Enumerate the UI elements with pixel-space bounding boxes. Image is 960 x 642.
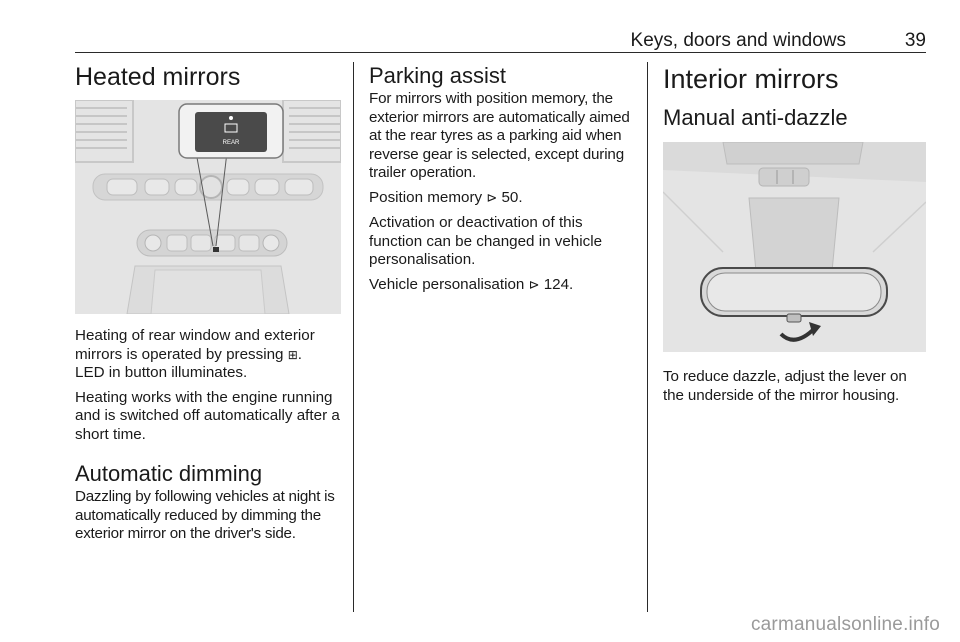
rear-button-label: REAR [222, 140, 240, 146]
column-divider-2 [647, 62, 648, 612]
anti-dazzle-paragraph: To reduce dazzle, adjust the lever on the underside of the mirror housing. [663, 368, 907, 404]
heated-mirrors-paragraph-2: LED in button illuminates. [75, 364, 248, 381]
dashboard-controls-drawing [75, 100, 341, 314]
cross-reference-icon: ⊳ [486, 190, 498, 206]
page-header [75, 28, 926, 53]
heated-mirrors-paragraph-1: Heating of rear window and exterior mirrors is operated by pressing ⊞. [75, 327, 315, 363]
watermark: carmanualsonline.info [750, 614, 940, 635]
column-divider-1 [353, 62, 354, 612]
column-heated-mirrors [75, 62, 341, 544]
column-parking-assist [369, 62, 635, 295]
rear-window-heater-icon: ⊞ [287, 347, 298, 362]
parking-assist-heading: Parking assist [369, 63, 506, 88]
interior-mirror-drawing [663, 142, 926, 352]
vehicle-personalisation-reference: Vehicle personalisation ⊳ 124. [369, 275, 574, 293]
manual-anti-dazzle-heading: Manual anti-dazzle [663, 105, 848, 130]
heated-mirrors-paragraph-3: Heating works with the engine running and is switched off automatically after a short time. [75, 388, 340, 443]
cross-reference-icon: ⊳ [528, 277, 540, 293]
automatic-dimming-paragraph: Dazzling by following vehicles at night is automatically reduced by dimming the exterior mirror on the driver's side. [75, 488, 335, 542]
dashboard-controls-illustration [75, 100, 341, 314]
vehicle-personalisation-link[interactable]: 124. [543, 275, 574, 293]
heated-mirrors-heading: Heated mirrors [75, 63, 241, 91]
parking-assist-paragraph-3: Activation or deactivation of this function can be changed in vehicle personalisation. [369, 214, 603, 268]
parking-assist-paragraph-1: For mirrors with position memory, the exterior mirrors are automatically aimed at the rear tyres as a parking aid when reverse gear is selected, except during trailer operation. [369, 90, 630, 181]
interior-mirror-illustration [663, 142, 926, 352]
position-memory-reference: Position memory ⊳ 50. [369, 188, 523, 206]
position-memory-link[interactable]: 50. [501, 188, 523, 206]
header-title: Keys, doors and windows [630, 30, 846, 51]
column-interior-mirrors [663, 62, 926, 405]
automatic-dimming-heading: Automatic dimming [75, 461, 263, 486]
interior-mirrors-heading: Interior mirrors [663, 64, 839, 94]
page-number: 39 [904, 30, 926, 51]
